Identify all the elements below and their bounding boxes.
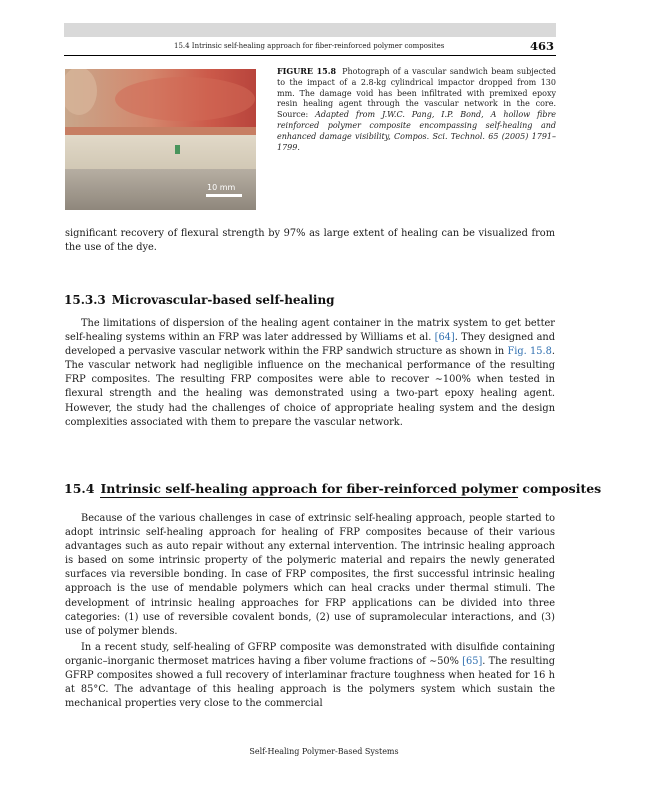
header-rule [64,55,556,56]
section-number: 15.3.3 [64,293,106,307]
section-title-underlined: Intrinsic self-healing approach for fiber-reinforced polymer [100,481,519,496]
running-title: 15.4 Intrinsic self-healing approach for fiber-reinforced polymer composites [174,42,445,50]
section-heading-15-3-3 [64,293,335,307]
scale-bar [206,194,242,197]
section-15-4-paragraph-1: Because of the various challenges in case of extrinsic self-healing approach, people started to adopt intrinsic self-healing approach for healing of FRP composites because of their various advantages such as auto repair without any external intervention. The intrinsic healing approach is based on some intrinsic property of the polymeric material and repairs the newly generated surfaces via reversible bonding. In case of FRP composites, the first successful intrinsic healing approach is the use of mendable polymers which can heal cracks under thermal stimuli. The development of intrinsic healing approaches for FRP applications can be divided into three categories: (1) use of reversible covalent bonds, (2) use of supramolecular interactions, and (3) use of polymer blends. [65,513,555,637]
text-run: The limitations of dispersion of the healing agent container in the matrix system to get better self-healing systems within an FRP was later addressed by Williams et al. [65,318,555,344]
section-title-rest: composites [522,481,602,496]
reference-link-65[interactable]: [65] [462,656,483,668]
text-run: . The resulting GFRP composites showed a full recovery of interlaminar fracture toughness when heated for 16 h at 85°C. The advantage of this healing approach is the polymers system which sustain the mechanical properties very close to the commercial [65,656,556,710]
figure-photo [65,69,256,210]
running-header [64,41,556,54]
caption-source: Adapted from J.W.C. Pang, I.P. Bond, A hollow fibre reinforced polymer composite encompassing self-healing and enhanced damage visibility, Compos. Sci. Technol. 65 (2005) 1791–1799. [277,110,557,152]
page-footer: Self-Healing Polymer-Based Systems [249,747,399,756]
caption-text: Photograph of a vascular sandwich beam subjected to the impact of a 2.8-kg cylindrical impactor dropped from 130 mm. The damage void has been infiltrated with premixed epoxy resin healing agent through the vascular network in the core. Source: [277,67,557,120]
text-run: In a recent study, self-healing of GFRP composite was demonstrated with disulfide containing organic–inorganic thermoset matrices having a fiber volume fractions of ∼50% [65,642,555,668]
section-title: Microvascular-based self-healing [111,293,335,307]
section-heading-15-4 [64,481,601,496]
section-number: 15.4 [64,481,95,496]
figure-link-15-8[interactable]: Fig. 15.8 [507,346,552,358]
figure-caption [277,66,556,153]
section-15-3-3-paragraph [65,317,555,430]
page-number: 463 [529,39,554,53]
figure-label: FIGURE 15.8 [277,66,337,76]
intro-paragraph: significant recovery of flexural strength by 97% as large extent of healing can be visualized from the use of the dye. [65,228,555,254]
scale-bar-label: 10 mm [207,183,236,192]
top-gray-bar [64,23,556,37]
text-run: . They designed and developed a pervasive vascular network within the FRP sandwich structure as shown in [65,332,556,358]
reference-link-64[interactable]: [64] [434,332,455,344]
text-run: . The vascular network had negligible influence on the mechanical performance of the resulting FRP composites. The resulting FRP composites were able to recover ∼100% when tested in flexural strength and the healing was demonstrated using a two-part epoxy healing agent. However, the study had the challenges of choice of appropriate healing system and the design complexities associated with them to prepare the vascular network. [65,346,555,428]
section-15-4-paragraph-2 [65,641,555,711]
